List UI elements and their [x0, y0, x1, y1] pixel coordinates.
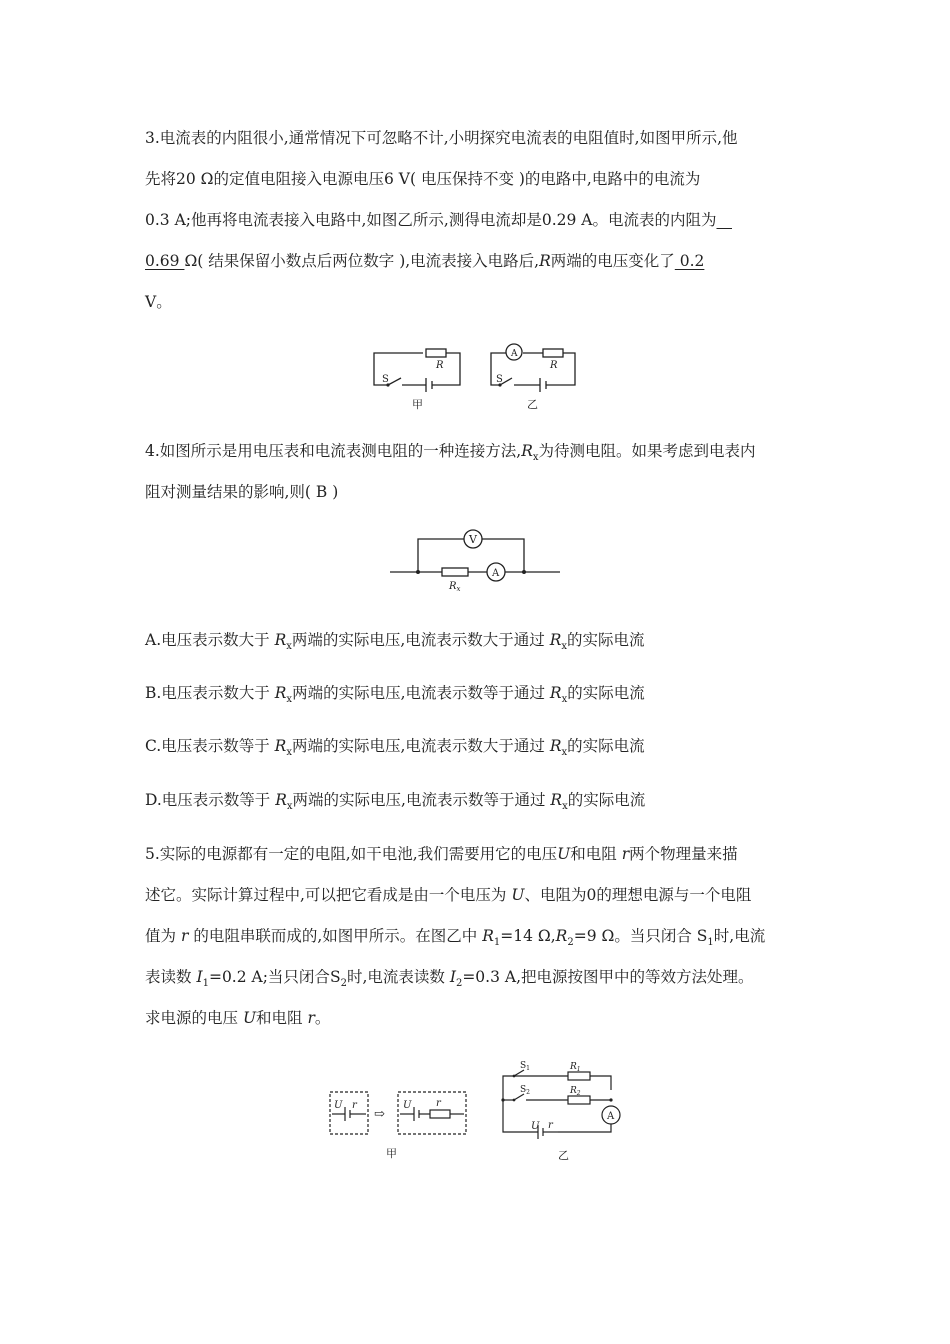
q5-line-5: 求电源的电压 U和电阻 r。 [145, 1009, 331, 1027]
answer-blank: __ [716, 211, 732, 229]
option-a: A.电压表示数大于 $R_x$两端的实际电压,电流表示数大于通过 $R_x$的实际电流 [145, 631, 645, 653]
q3-line-3: 0.3 A;他再将电流表接入电路中,如图乙所示,测得电流却是0.29 A。电流表的内阻为__ [145, 211, 732, 229]
fig-label-U3: U [531, 1121, 540, 1132]
fig-label-r2: r [436, 1098, 441, 1109]
q3-line-1: 3.电流表的内阻很小,通常情况下可忽略不计,小明探究电流表的电阻值时,如图甲所示,他 [145, 129, 738, 147]
fig-label-r: r [352, 1100, 357, 1111]
fig-label-S1: $S_1$ [520, 1061, 530, 1072]
fig-caption-yi: 乙 [558, 1149, 569, 1162]
fig-label-U: U [334, 1100, 343, 1111]
q3-line-4: 0.69 Ω( 结果保留小数点后两位数字 ),电流表接入电路后,R两端的电压变化了 0.2 [145, 252, 705, 270]
answer-voltage-change: 0.2 [674, 252, 705, 270]
q3-line-5: V。 [145, 293, 172, 311]
option-c: C.电压表示数等于 $R_x$两端的实际电压,电流表示数大于通过 $R_x$的实际电流 [145, 737, 645, 759]
q3-line-2: 先将20 Ω的定值电阻接入电源电压6 V( 电压保持不变 )的电路中,电路中的电流为 [145, 170, 701, 188]
q3-circuit-figure [368, 340, 588, 412]
q5-line-2: 述它。实际计算过程中,可以把它看成是由一个电压为 U、电阻为0的理想电源与一个电阻 [145, 886, 752, 904]
q4-circuit-figure [388, 528, 563, 592]
fig-label-R: R [436, 360, 444, 371]
fig-label-r3: r [548, 1120, 553, 1131]
fig-label-S: S [382, 374, 389, 385]
q5-line-3: 值为 r 的电阻串联而成的,如图甲所示。在图乙中 $R_1=14$ $\Omega,R_2=9$ Ω。当只闭合 $S_1$时,电流 [145, 927, 766, 949]
fig-caption-yi: 乙 [527, 398, 538, 411]
ammeter-icon: A [492, 568, 500, 579]
ammeter-icon: A [511, 349, 518, 359]
q5-circuit-figure [326, 1058, 626, 1166]
option-b: B.电压表示数大于 $R_x$两端的实际电压,电流表示数等于通过 $R_x$的实际电流 [145, 684, 645, 706]
q5-line-4: 表读数 $I_1=0.2$ A;当只闭合$S_2$时,电流表读数 $I_2=0.3$ A,把电源按图甲中的等效方法处理。 [145, 968, 754, 990]
fig-caption-jia: 甲 [412, 398, 423, 411]
fig-caption-jia: 甲 [386, 1147, 397, 1160]
fig-label-R1: $R_1$ [570, 1062, 581, 1073]
option-d: D.电压表示数等于 $R_x$两端的实际电压,电流表示数等于通过 $R_x$的实际电流 [145, 791, 646, 813]
q4-line-2: 阻对测量结果的影响,则( B ) [145, 483, 339, 501]
ammeter-icon: A [607, 1111, 615, 1122]
q5-line-1: 5.实际的电源都有一定的电阻,如干电池,我们需要用它的电压U和电阻 r两个物理量来描 [145, 845, 738, 863]
fig-label-S2: S [496, 374, 503, 385]
fig-label-R2: R [550, 360, 558, 371]
fig-label-U2: U [403, 1100, 412, 1111]
fig-label-Rx: $R_x$ [449, 581, 461, 592]
q4-line-1: 4.如图所示是用电压表和电流表测电阻的一种连接方法$,R_x$为待测电阻。如果考虑到电表内 [145, 442, 756, 464]
equivalent-arrow-icon: ⇨ [374, 1107, 385, 1122]
fig-label-R2: $R_2$ [570, 1086, 581, 1097]
answer-resistance: 0.69 [145, 252, 185, 270]
fig-label-S2: $S_2$ [520, 1085, 530, 1096]
voltmeter-icon: V [469, 533, 477, 546]
